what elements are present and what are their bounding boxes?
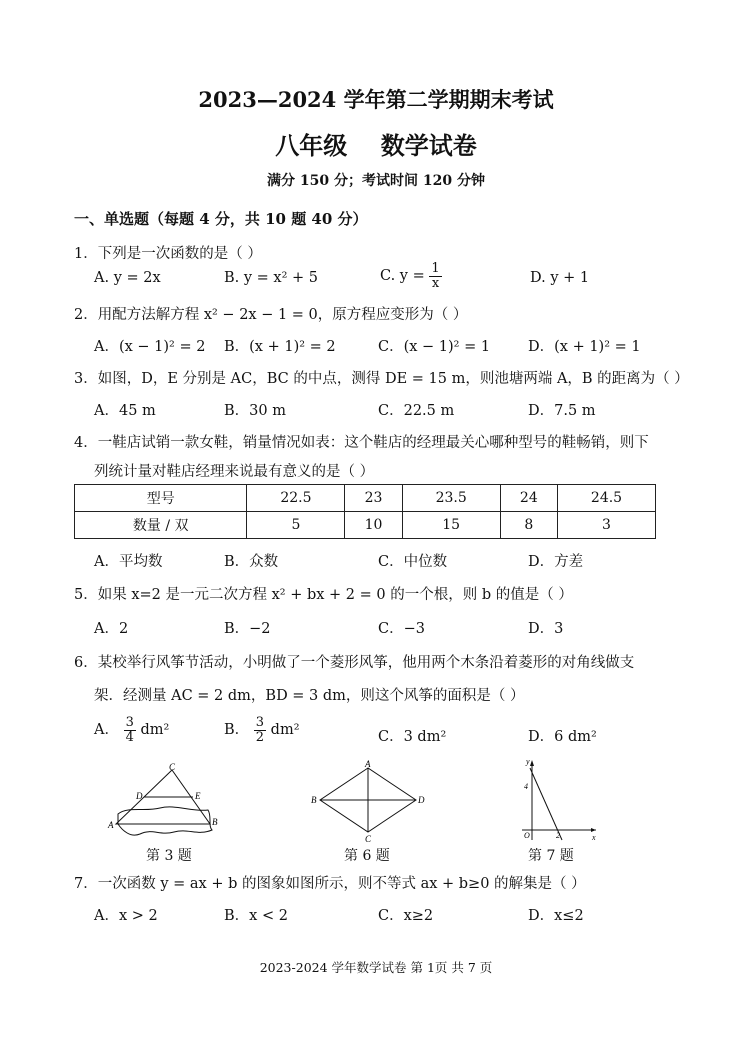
figure-3-caption: 第 3 题 bbox=[146, 848, 192, 864]
q3-option-a: A．45 m bbox=[94, 403, 156, 419]
label-x: x bbox=[592, 833, 596, 842]
q4-option-b: B．众数 bbox=[224, 554, 279, 570]
q6-option-b-fraction bbox=[254, 716, 266, 744]
label-c: C bbox=[365, 834, 372, 844]
q6-option-b-num: 3 bbox=[255, 715, 265, 730]
q7-option-c: C．x≥2 bbox=[378, 908, 434, 924]
q4-sales-table bbox=[74, 484, 656, 539]
x-axis-arrow bbox=[591, 828, 596, 832]
q1-option-c bbox=[380, 262, 442, 290]
label-d: D bbox=[418, 795, 425, 805]
q5-option-b: B．−2 bbox=[224, 621, 271, 637]
y-axis-arrow bbox=[530, 760, 534, 766]
exam-info: 满分 150 分；考试时间 120 分钟 bbox=[267, 173, 485, 189]
q1-option-a: A. y = 2x bbox=[94, 270, 161, 286]
q6-option-b-den: 2 bbox=[255, 729, 265, 745]
pond-outline bbox=[118, 807, 212, 835]
q3-option-b: B．30 m bbox=[224, 403, 286, 419]
q4-option-c: C．中位数 bbox=[378, 554, 448, 570]
q6-option-a-fraction bbox=[124, 716, 136, 744]
function-line bbox=[530, 768, 562, 840]
label-x-intercept: 2 bbox=[556, 831, 560, 840]
q6-stem-line1: 6．某校举行风筝节活动，小明做了一个菱形风筝，他用两个木条沿着菱形的对角线做支 bbox=[74, 655, 635, 671]
q4-stem-line2: 列统计量对鞋店经理来说最有意义的是（ ） bbox=[94, 464, 375, 480]
exam-subtitle: 八年级 数学试卷 bbox=[275, 131, 477, 160]
q4-option-d: D．方差 bbox=[528, 554, 584, 570]
table-cell: 23.5 bbox=[402, 485, 500, 512]
q5-option-d: D．3 bbox=[528, 621, 564, 637]
q3-option-d: D．7.5 m bbox=[528, 403, 596, 419]
label-y-intercept: 4 bbox=[524, 782, 528, 791]
q6-option-a-unit: dm² bbox=[140, 722, 170, 739]
label-origin: O bbox=[524, 831, 530, 840]
q5-option-c: C．−3 bbox=[378, 621, 425, 637]
table-cell: 8 bbox=[500, 512, 557, 539]
q1-stem: 1．下列是一次函数的是（ ） bbox=[74, 246, 262, 262]
label-e: E bbox=[195, 791, 201, 801]
table-cell: 24.5 bbox=[557, 485, 655, 512]
table-cell: 3 bbox=[557, 512, 655, 539]
q6-option-a-prefix: A． bbox=[94, 722, 119, 739]
q6-option-b bbox=[224, 716, 300, 744]
label-a: A bbox=[108, 820, 114, 830]
q3-option-c: C．22.5 m bbox=[378, 403, 455, 419]
q6-option-b-unit: dm² bbox=[270, 722, 300, 739]
q6-option-c: C．3 dm² bbox=[378, 729, 447, 745]
table-row bbox=[75, 512, 656, 539]
q2-option-b: B．(x + 1)² = 2 bbox=[224, 339, 336, 355]
q7-option-d: D．x≤2 bbox=[528, 908, 584, 924]
q7-stem: 7．一次函数 y = ax + b 的图象如图所示，则不等式 ax + b≥0 的解集是（ ） bbox=[74, 876, 586, 892]
q6-option-a-num: 3 bbox=[125, 715, 134, 730]
figure-6-rhombus bbox=[308, 760, 432, 844]
q5-stem: 5．如果 x=2 是一元二次方程 x² + bx + 2 = 0 的一个根，则 b 的值是（ ） bbox=[74, 587, 573, 603]
q6-option-a bbox=[94, 716, 169, 744]
q1-option-c-fraction bbox=[429, 262, 441, 290]
q2-option-d: D．(x + 1)² = 1 bbox=[528, 339, 641, 355]
q2-option-c: C．(x − 1)² = 1 bbox=[378, 339, 491, 355]
q7-option-a: A．x > 2 bbox=[94, 908, 158, 924]
section-heading: 一、单选题（每题 4 分，共 10 题 40 分） bbox=[74, 210, 368, 228]
label-b: B bbox=[212, 817, 218, 827]
q5-option-a: A．2 bbox=[94, 621, 129, 637]
figure-7-linear-graph bbox=[516, 756, 600, 842]
table-row bbox=[75, 485, 656, 512]
q6-option-d: D．6 dm² bbox=[528, 729, 597, 745]
q3-stem: 3．如图，D，E 分别是 AC，BC 的中点，测得 DE = 15 m，则池塘两端 A，B 的距离为（ ） bbox=[74, 371, 689, 387]
table-cell: 10 bbox=[345, 512, 402, 539]
label-d: D bbox=[136, 791, 143, 801]
q6-option-a-den: 4 bbox=[125, 729, 134, 745]
label-y: y bbox=[526, 757, 530, 766]
q2-option-a: A．(x − 1)² = 2 bbox=[94, 339, 206, 355]
table-cell: 5 bbox=[247, 512, 345, 539]
q4-option-a: A．平均数 bbox=[94, 554, 163, 570]
label-b: B bbox=[311, 795, 317, 805]
figure-6-caption: 第 6 题 bbox=[344, 848, 390, 864]
table-cell: 数量 / 双 bbox=[75, 512, 247, 539]
q4-stem-line1: 4．一鞋店试销一款女鞋，销量情况如表：这个鞋店的经理最关心哪种型号的鞋畅销，则下 bbox=[74, 435, 649, 451]
label-c: C bbox=[169, 762, 176, 772]
label-a: A bbox=[365, 760, 371, 769]
q6-stem-line2: 架．经测量 AC = 2 dm，BD = 3 dm，则这个风筝的面积是（ ） bbox=[94, 688, 525, 704]
q1-option-c-den: x bbox=[431, 275, 440, 291]
table-cell: 23 bbox=[345, 485, 402, 512]
table-cell: 24 bbox=[500, 485, 557, 512]
q7-option-b: B．x < 2 bbox=[224, 908, 288, 924]
q2-stem: 2．用配方法解方程 x² − 2x − 1 = 0，原方程应变形为（ ） bbox=[74, 307, 468, 323]
q1-option-d: D. y + 1 bbox=[530, 270, 590, 286]
q6-option-b-prefix: B． bbox=[224, 722, 250, 739]
figure-7-caption: 第 7 题 bbox=[528, 848, 574, 864]
table-cell: 15 bbox=[402, 512, 500, 539]
figure-3-pond-triangle bbox=[100, 762, 230, 842]
q1-option-c-prefix: C. y = bbox=[380, 268, 425, 285]
exam-title: 2023—2024 学年第二学期期末考试 bbox=[198, 87, 554, 112]
q1-option-c-num: 1 bbox=[431, 261, 440, 276]
page-footer: 2023-2024 学年数学试卷 第 1页 共 7 页 bbox=[259, 960, 493, 975]
table-cell: 型号 bbox=[75, 485, 247, 512]
table-cell: 22.5 bbox=[247, 485, 345, 512]
q1-option-b: B. y = x² + 5 bbox=[224, 270, 319, 286]
